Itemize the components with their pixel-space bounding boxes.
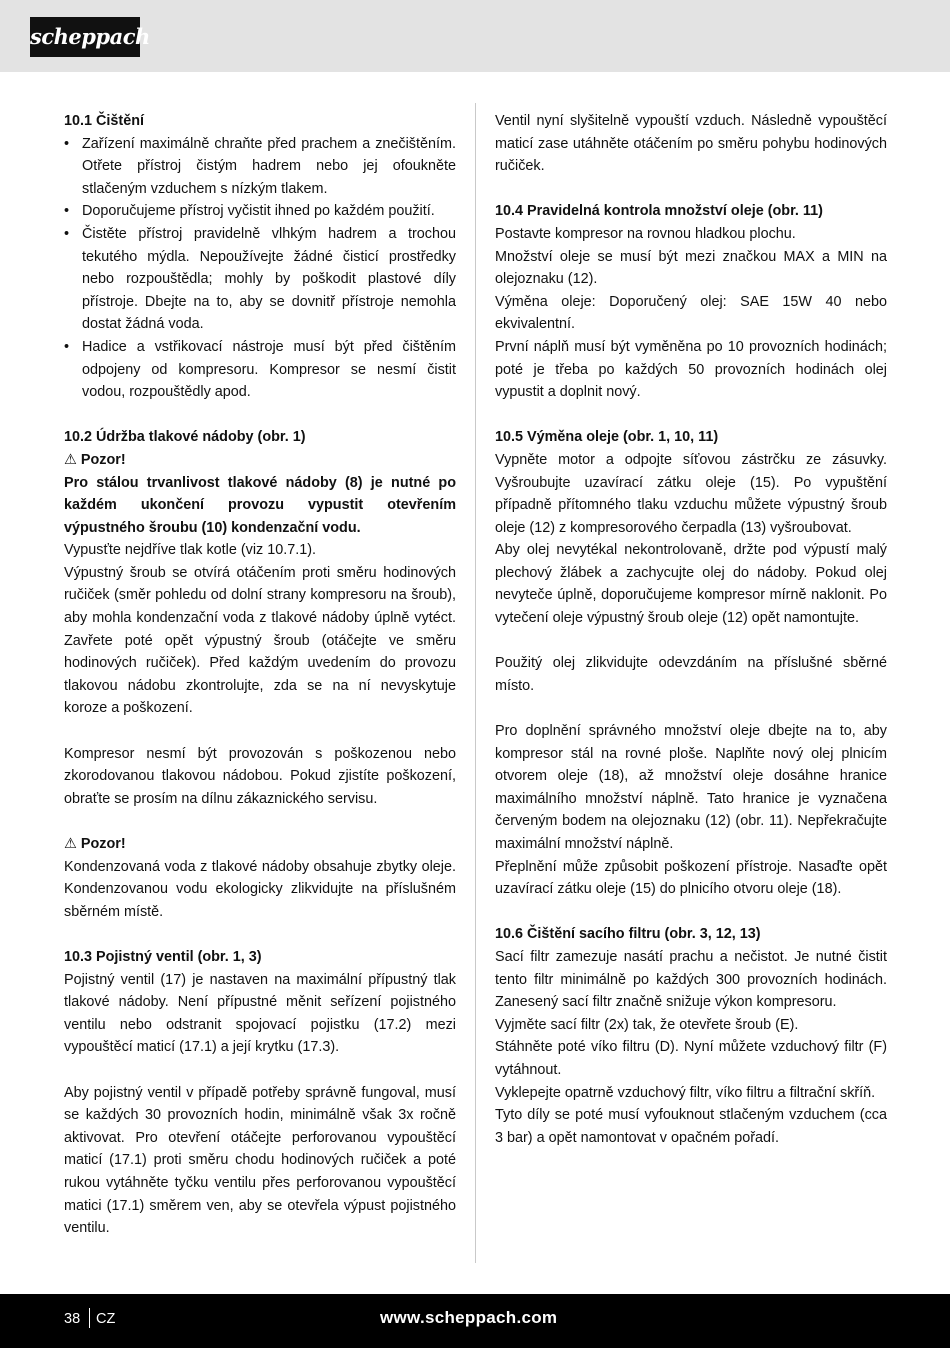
damaged-tank-note — [64, 743, 456, 811]
section-10-4 — [495, 200, 887, 403]
column-divider — [475, 103, 476, 1263]
list-item: • Hadice a vstřikovací nástroje musí být před čištěním odpojeny od kompresoru. Kompresor se nesmí čistit vodou, rozpouštědly apod. — [64, 336, 456, 404]
list-item: • Doporučujeme přístroj vyčistit ihned po každém použití. — [64, 200, 456, 223]
left-column — [64, 110, 456, 1262]
paragraph: Výpustný šroub se otvírá otáčením proti směru hodinových ručiček (směr pohledu od dolní strany kompresoru na šroub), aby mohla kondenzační voda z tlakové nádoby úplně vytéct. Zavřete poté opět výpustný šroub (otáčejte ve směru hodinových ručiček). Před každým uvedením do provozu tlakovou nádobu zkontrolujte, zda se na ní nevyskytuje koroze a poškození. — [64, 564, 456, 717]
brand-logo — [30, 17, 150, 57]
section-title: 10.3 Pojistný ventil (obr. 1, 3) — [64, 948, 262, 965]
paragraph: Sací filtr zamezuje nasátí prachu a nečistot. Je nutné čistit tento filtr minimálně po každých 300 provozních hodinách. Zanesený sací filtr značně snižuje výkon kompresoru. — [495, 948, 887, 1011]
paragraph: Výměna oleje: Doporučený olej: SAE 15W 40 nebo ekvivalentní. — [495, 293, 887, 333]
safety-valve-activation — [64, 1082, 456, 1240]
paragraph: Vypněte motor a odpojte síťovou zástrčku ze zásuvky. Vyšroubujte uzavírací zátku oleje (15). Po vypuštění případně přítomného tlaku vzduchu můžete výpustný šroub oleje (12) z kompresorového čerpadla (13) vyšroubovat. — [495, 451, 887, 536]
warning-text: Pro stálou trvanlivost tlakové nádoby (8) je nutné po každém ukončení provozu vypustit otevřením výpustného šroubu (10) kondenzační vodu. — [64, 474, 456, 536]
oil-refill — [495, 720, 887, 901]
paragraph: Vyklepejte opatrně vzduchový filtr, víko filtru a filtrační skříň. — [495, 1084, 876, 1101]
brand-logo-text: scheppach — [30, 24, 150, 49]
warning-label: Pozor! — [80, 451, 126, 468]
paragraph: Množství oleje se musí být mezi značkou MAX a MIN na olejoznaku (12). — [495, 248, 887, 288]
right-column — [495, 110, 887, 1172]
oil-disposal — [495, 652, 887, 697]
section-title: 10.5 Výměna oleje (obr. 1, 10, 11) — [495, 429, 719, 446]
page-footer — [0, 1294, 950, 1348]
section-10-1 — [64, 110, 456, 404]
warning-heading — [64, 449, 456, 472]
paragraph: Tyto díly se poté musí vyfouknout stlačeným vzduchem (cca 3 bar) a opět namontovat v opačném pořadí. — [495, 1107, 887, 1146]
warning-heading — [64, 833, 456, 856]
warning-icon: ⚠ — [64, 451, 77, 468]
paragraph: Ventil nyní slyšitelně vypouští vzduch. Následně vypouštěcí maticí zase utáhněte otáčením po směru pohybu hodinových ručiček. — [495, 113, 887, 175]
paragraph: Pro doplnění správného množství oleje dbejte na to, aby kompresor stál na rovné ploše. Naplňte nový olej plnicím otvorem oleje (18), až množství oleje dosáhne hranice maximálního množství náplně. Tato hranice je vyznačena červeným bodem na olejoznaku (12) (obr. 11). Nepřekračujte maximální množství náplně. — [495, 723, 887, 852]
paragraph: Pojistný ventil (17) je nastaven na maximální přípustný tlak tlakové nádoby. Není přípustné měnit seřízení pojistného ventilu nebo odstranit spojovací pojistku (17.2) mezi vypouštěcí maticí (17.1) a její krytku (17.3). — [64, 971, 456, 1056]
section-title: 10.6 Čištění sacího filtru (obr. 3, 12, 13) — [495, 926, 761, 943]
footer-separator — [89, 1308, 90, 1328]
paragraph: Použitý olej zlikvidujte odevzdáním na příslušné sběrné místo. — [495, 655, 887, 694]
section-title: 10.4 Pravidelná kontrola množství oleje (obr. 11) — [495, 203, 823, 220]
section-title: 10.1 Čištění — [64, 113, 144, 129]
paragraph: Aby olej nevytékal nekontrolovaně, držte pod výpustí malý plechový žlábek a zachycujte olej do nádoby. Pokud olej nevyteče úplně, doporučujeme kompresor mírně naklonit. Po vytečení oleje výpustný šroub oleje (12) opět namontujte. — [495, 542, 887, 627]
section-10-3 — [64, 946, 456, 1059]
page-header — [0, 0, 950, 72]
paragraph: Postavte kompresor na rovnou hladkou plochu. — [495, 225, 796, 242]
paragraph: Vyjměte sací filtr (2x) tak, že otevřete šroub (E). — [495, 1016, 799, 1033]
warning-icon: ⚠ — [64, 836, 77, 852]
bullet-list — [64, 133, 456, 404]
paragraph: Aby pojistný ventil v případě potřeby správně fungoval, musí se každých 30 provozních hodin, minimálně však 3x ročně aktivovat. Pro otevření otáčejte perforovanou vypouštěcí maticí (17.1) proti směru chodu hodinových ručiček a poté rukou vytáhněte tyčku ventilu přes perforovanou vypouštěcí matici (17.1) směrem ven, aby se otevřela výpust pojistného ventilu. — [64, 1084, 456, 1237]
section-10-5 — [495, 426, 887, 629]
section-title: 10.2 Údržba tlakové nádoby (obr. 1) — [64, 429, 306, 446]
section-10-2 — [64, 426, 456, 720]
list-item: • Zařízení maximálně chraňte před prachem a znečištěním. Otřete přístroj čistým hadrem nebo jej ofoukněte stlačeným vzduchem s nízkým tlakem. — [64, 133, 456, 201]
paragraph: Přeplnění může způsobit poškození přístroje. Nasaďte opět uzavírací zátku oleje (15) do plnicího otvoru oleje (18). — [495, 858, 887, 898]
section-10-6 — [495, 923, 887, 1149]
paragraph: První náplň musí být vyměněna po 10 provozních hodinách; poté je třeba po každých 50 provozních hodinách olej vypustit a doplnit nový. — [495, 338, 887, 401]
page-number: 38 — [64, 1311, 81, 1327]
language-code: CZ — [96, 1311, 116, 1327]
website-link[interactable]: www.scheppach.com — [380, 1308, 558, 1327]
list-item: • Čistěte přístroj pravidelně vlhkým hadrem a trochou tekutého mýdla. Nepoužívejte žádné čisticí prostředky nebo rozpouštědla; mohly by poškodit plastové díly přístroje. Dbejte na to, aby se dovnitř přístroje nemohla dostat žádná voda. — [64, 223, 456, 336]
warning-label: Pozor! — [80, 836, 126, 852]
paragraph: Vypusťte nejdříve tlak kotle (viz 10.7.1). — [64, 542, 317, 559]
condensate-warning — [64, 833, 456, 923]
paragraph: Kompresor nesmí být provozován s poškozenou nebo zkorodovanou tlakovou nádobou. Pokud zjistíte poškození, obraťte se prosím na dílnu zákaznického servisu. — [64, 745, 456, 807]
valve-continuation — [495, 110, 887, 178]
paragraph: Kondenzovaná voda z tlakové nádoby obsahuje zbytky oleje. Kondenzovanou vodu ekologicky zlikvidujte na příslušném sběrném místě. — [64, 858, 456, 920]
paragraph: Stáhněte poté víko filtru (D). Nyní můžete vzduchový filtr (F) vytáhnout. — [495, 1039, 887, 1078]
